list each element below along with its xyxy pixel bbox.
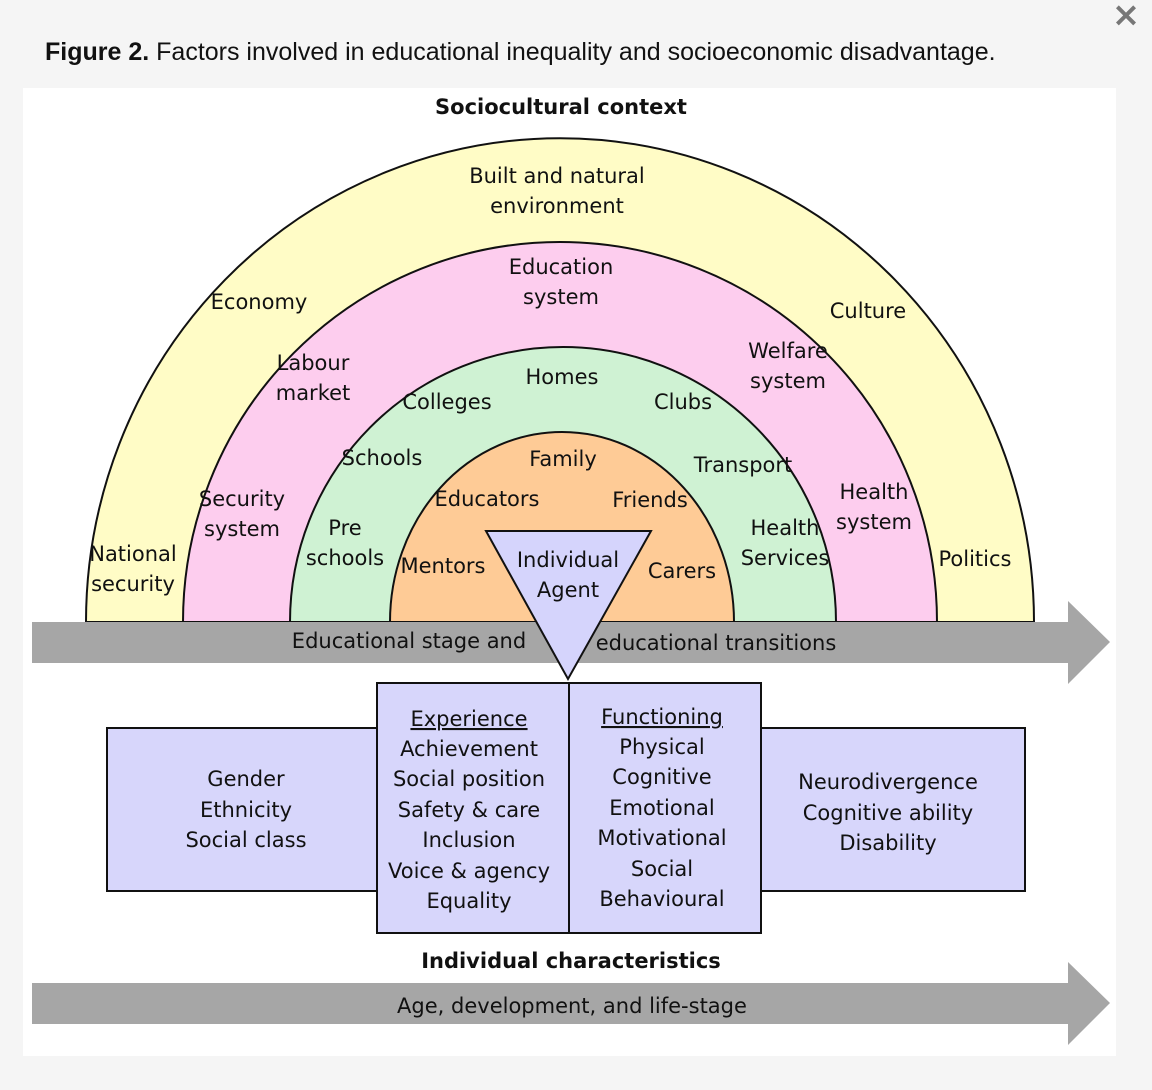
functioning-heading: Functioning xyxy=(601,705,723,729)
education-system-label-1: Education xyxy=(508,255,614,279)
close-icon[interactable]: × xyxy=(1111,0,1141,35)
functioning-item: Behavioural xyxy=(599,887,725,911)
stage-label-left: Educational stage and xyxy=(291,629,527,653)
security-system-label-2: system xyxy=(204,517,280,541)
built-environment-label-2: environment xyxy=(490,194,624,218)
experience-item: Social position xyxy=(392,767,546,791)
family-label: Family xyxy=(529,447,597,471)
colleges-label: Colleges xyxy=(402,390,492,414)
functioning-item: Social xyxy=(630,857,694,881)
security-system-label-1: Security xyxy=(198,487,286,511)
welfare-system-label-1: Welfare xyxy=(748,339,828,363)
health-system-label-2: system xyxy=(836,510,912,534)
right-item: Disability xyxy=(839,831,937,855)
functioning-item: Physical xyxy=(619,735,705,759)
preschools-label-2: schools xyxy=(305,546,385,570)
experience-item: Achievement xyxy=(400,737,538,761)
built-environment-label-1: Built and natural xyxy=(469,164,645,188)
labour-market-label-1: Labour xyxy=(276,351,350,375)
preschools-label-1: Pre xyxy=(328,516,362,540)
functioning-item: Emotional xyxy=(609,796,715,820)
friends-label: Friends xyxy=(612,488,688,512)
clubs-label: Clubs xyxy=(653,390,713,414)
functioning-item: Cognitive xyxy=(612,765,712,789)
mentors-label: Mentors xyxy=(400,554,486,578)
age-arrow-label: Age, development, and life-stage xyxy=(397,994,747,1018)
national-security-label-1: National xyxy=(89,542,177,566)
experience-item: Inclusion xyxy=(422,828,516,852)
welfare-system-label-2: system xyxy=(750,369,826,393)
experience-item: Safety & care xyxy=(397,798,541,822)
experience-item: Voice & agency xyxy=(387,859,551,883)
right-item: Cognitive ability xyxy=(802,801,974,825)
agent-label-1: Individual xyxy=(516,548,620,572)
health-services-label-1: Health xyxy=(750,516,820,540)
homes-label: Homes xyxy=(525,365,599,389)
carers-label: Carers xyxy=(647,559,717,583)
left-item: Social class xyxy=(185,828,307,852)
left-item: Ethnicity xyxy=(200,798,292,822)
experience-heading: Experience xyxy=(410,707,528,731)
functioning-item: Motivational xyxy=(597,826,727,850)
stage-label-right: educational transitions xyxy=(595,631,837,655)
agent-label-2: Agent xyxy=(536,578,600,602)
left-item: Gender xyxy=(207,767,285,791)
experience-item: Equality xyxy=(426,889,512,913)
labour-market-label-2: market xyxy=(275,381,351,405)
politics-label: Politics xyxy=(938,547,1012,571)
schools-label: Schools xyxy=(341,446,423,470)
national-security-label-2: security xyxy=(91,572,175,596)
educators-label: Educators xyxy=(434,487,540,511)
individual-characteristics-title: Individual characteristics xyxy=(421,949,721,973)
economy-label: Economy xyxy=(210,290,308,314)
education-system-label-2: system xyxy=(523,285,599,309)
culture-label: Culture xyxy=(829,299,907,323)
transport-label: Transport xyxy=(693,453,793,477)
health-system-label-1: Health xyxy=(839,480,909,504)
right-item: Neurodivergence xyxy=(798,770,978,794)
sociocultural-title: Sociocultural context xyxy=(435,95,687,119)
figure-caption-text: Factors involved in educational inequality and socioeconomic disadvantage. xyxy=(156,38,996,66)
health-services-label-2: Services xyxy=(740,546,830,570)
figure-label: Figure 2. xyxy=(45,38,150,66)
